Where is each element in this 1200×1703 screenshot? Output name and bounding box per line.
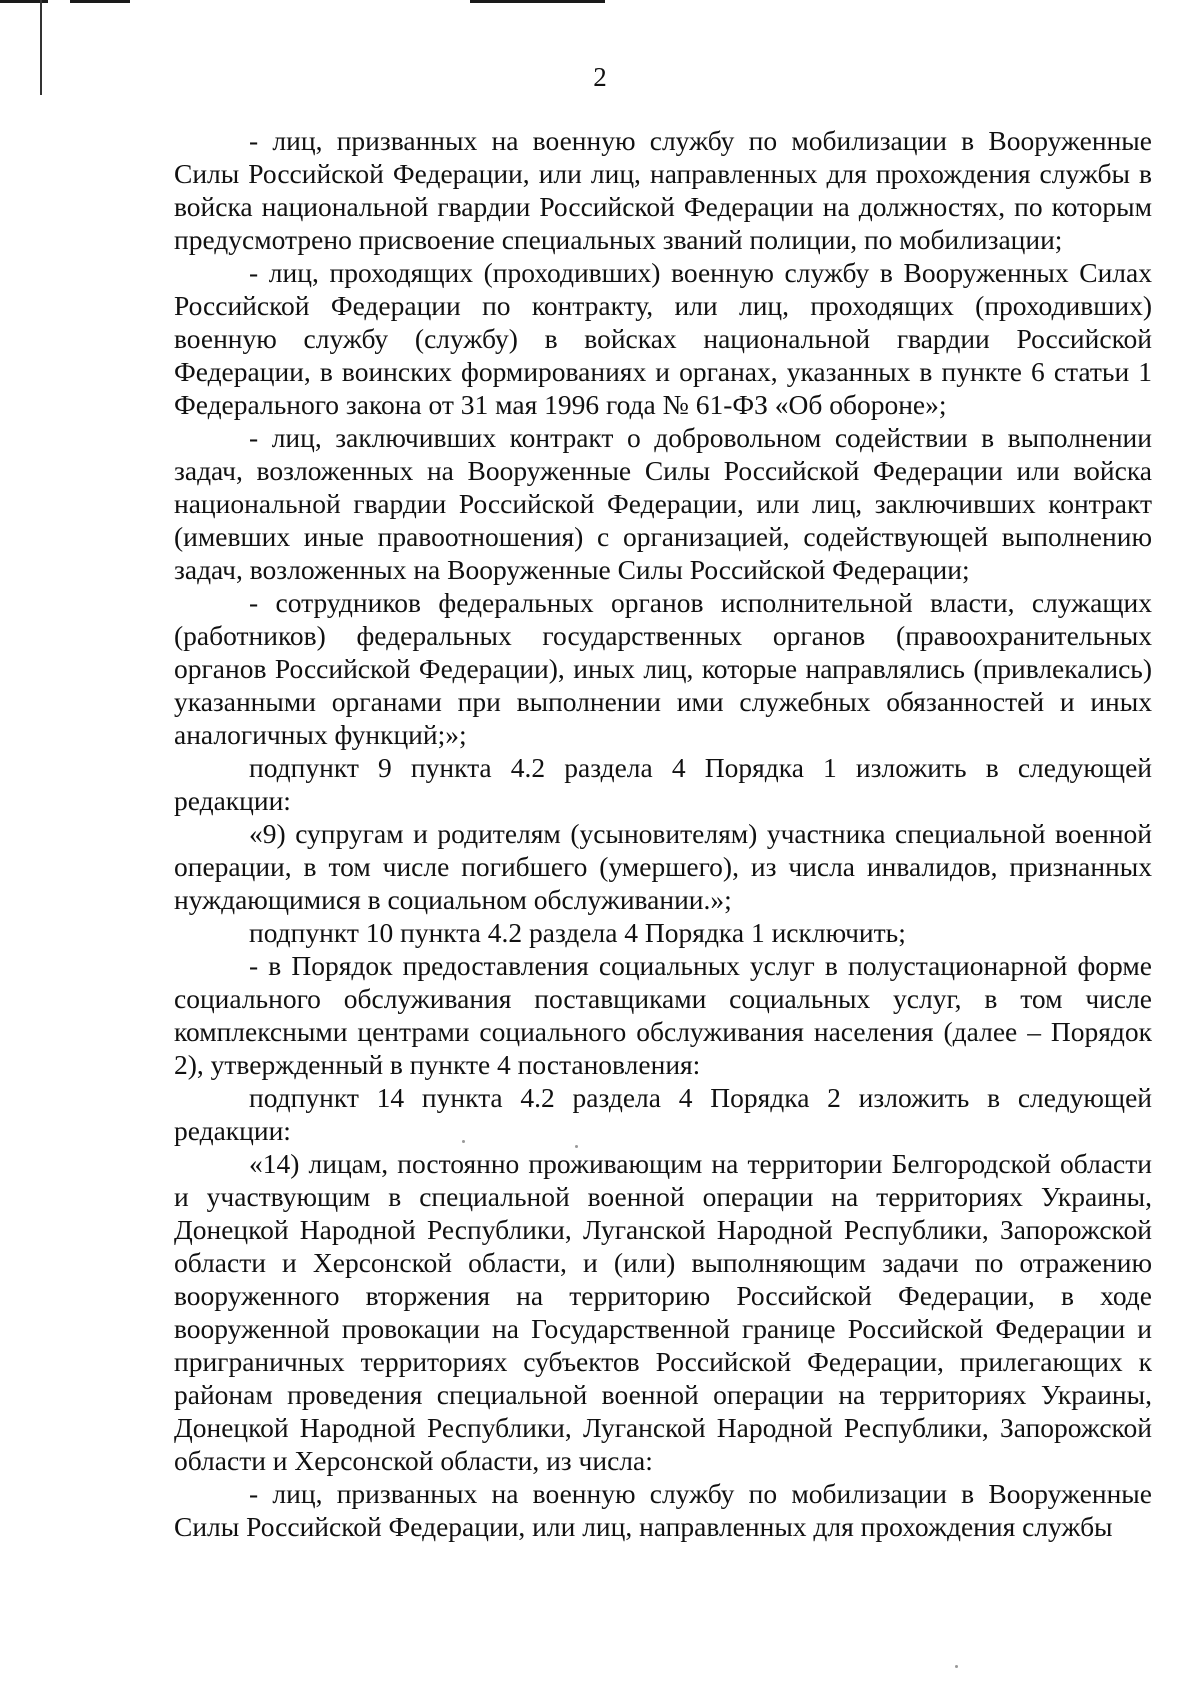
scan-speck — [462, 1140, 465, 1143]
paragraph: «9) супругам и родителям (усыновителям) участника специальной военной операции, в том числе погибшего (умершего), из числа инвалидов, признанных нуждающимися в социальном обслуживании.»; — [174, 818, 1152, 915]
paragraph: подпункт 9 пункта 4.2 раздела 4 Порядка 1 изложить в следующей редакции: — [174, 752, 1152, 816]
paragraph: - лиц, заключивших контракт о добровольном содействии в выполнении задач, возложенных на Вооруженные Силы Российской Федерации или войска национальной гвардии Российской Федерации, или лиц, заключивших контракт (имевших иные правоотношения) с организацией, содействующей выполнению задач, возложенных на Вооруженные Силы Российской Федерации; — [174, 422, 1152, 585]
paragraph: - лиц, призванных на военную службу по мобилизации в Вооруженные Силы Российской Федерации, или лиц, направленных для прохождения службы в войска национальной гвардии Российской Федерации на должностях, по которым предусмотрено присвоение специальных званий полиции, по мобилизации; — [174, 125, 1152, 255]
paragraph: - лиц, призванных на военную службу по мобилизации в Вооруженные Силы Российской Федерации, или лиц, направленных для прохождения службы — [174, 1478, 1152, 1542]
scan-speck — [955, 1665, 958, 1668]
paragraph: - сотрудников федеральных органов исполнительной власти, служащих (работников) федеральных государственных органов (правоохранительных органов Российской Федерации), иных лиц, которые направлялись (привлекались) указанными органами при выполнении ими служебных обязанностей и иных аналогичных функций;»; — [174, 587, 1152, 750]
paragraph: «14) лицам, постоянно проживающим на территории Белгородской области и участвующим в специальной военной операции на территориях Украины, Донецкой Народной Республики, Луганской Народной Республики, Запорожской области и Херсонской области, и (или) выполняющим задачи по отражению вооруженного вторжения на территорию Российской Федерации, в ходе вооруженной провокации на Государственной границе Российской Федерации и приграничных территориях субъектов Российской Федерации, прилегающих к районам проведения специальной военной операции на территориях Украины, Донецкой Народной Республики, Луганской Народной Республики, Запорожской области и Херсонской области, из числа: — [174, 1148, 1152, 1476]
paragraph: подпункт 10 пункта 4.2 раздела 4 Порядка 1 исключить; — [249, 917, 906, 948]
document-body — [174, 124, 1152, 1543]
paragraph: подпункт 14 пункта 4.2 раздела 4 Порядка 2 изложить в следующей редакции: — [174, 1082, 1152, 1146]
paragraph: - в Порядок предоставления социальных услуг в полустационарной форме социального обслуживания поставщиками социальных услуг, в том числе комплексными центрами социального обслуживания населения (далее – Порядок 2), утвержденный в пункте 4 постановления: — [174, 950, 1152, 1080]
scan-artifact-mark — [470, 0, 605, 3]
paragraph: - лиц, проходящих (проходивших) военную службу в Вооруженных Силах Российской Федерации по контракту, или лиц, проходящих (проходивших) военную службу (службу) в войсках национальной гвардии Российской Федерации, в воинских формированиях и органах, указанных в пункте 6 статьи 1 Федерального закона от 31 мая 1996 года № 61-ФЗ «Об обороне»; — [174, 257, 1152, 420]
page-number: 2 — [593, 62, 607, 92]
scan-speck — [575, 1145, 578, 1148]
scan-artifact-mark — [70, 0, 130, 3]
